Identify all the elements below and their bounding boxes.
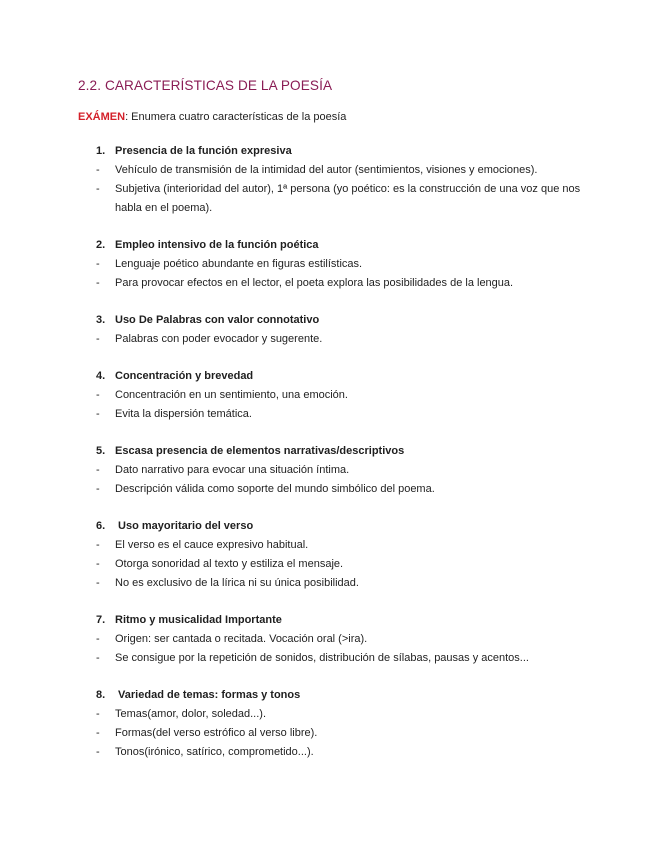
bullet-item bbox=[96, 161, 596, 180]
characteristics-list bbox=[96, 142, 596, 780]
bullet-item bbox=[96, 386, 596, 405]
bullet-item bbox=[96, 536, 596, 555]
characteristic-title bbox=[96, 367, 596, 386]
bullet-text: Evita la dispersión temática. bbox=[115, 408, 252, 420]
characteristic-title-text: Variedad de temas: formas y tonos bbox=[115, 689, 301, 701]
bullet-text: Vehículo de transmisión de la intimidad del autor (sentimientos, visiones y emociones). bbox=[115, 164, 538, 176]
characteristic-number: 3. bbox=[96, 314, 106, 326]
bullet-text: Descripción válida como soporte del mundo simbólico del poema. bbox=[115, 483, 435, 495]
characteristic-title bbox=[96, 311, 596, 330]
exam-note: EXÁMEN: Enumera cuatro características de la poesía bbox=[78, 111, 347, 123]
characteristic-title bbox=[96, 611, 596, 630]
characteristic-section bbox=[96, 517, 596, 593]
bullet-dash: - bbox=[96, 183, 100, 195]
bullet-list bbox=[96, 386, 596, 424]
bullet-dash: - bbox=[96, 389, 100, 401]
section-heading: 2.2. CARACTERÍSTICAS DE LA POESÍA bbox=[78, 78, 333, 93]
characteristic-title-text: Escasa presencia de elementos narrativas/descriptivos bbox=[115, 445, 405, 457]
bullet-text: Subjetiva (interioridad del autor), 1ª persona (yo poético: es la construcción de una voz que nos habla en el poema). bbox=[115, 183, 581, 214]
bullet-text: Concentración en un sentimiento, una emoción. bbox=[115, 389, 348, 401]
characteristic-title bbox=[96, 442, 596, 461]
bullet-dash: - bbox=[96, 464, 100, 476]
bullet-text: Para provocar efectos en el lector, el poeta explora las posibilidades de la lengua. bbox=[115, 277, 514, 289]
characteristic-title-text: Concentración y brevedad bbox=[115, 370, 254, 382]
bullet-item bbox=[96, 480, 596, 499]
bullet-dash: - bbox=[96, 577, 100, 589]
characteristic-section bbox=[96, 611, 596, 668]
characteristic-title bbox=[96, 142, 596, 161]
bullet-text: Tonos(irónico, satírico, comprometido...). bbox=[115, 746, 314, 758]
characteristic-number: 4. bbox=[96, 370, 106, 382]
bullet-item bbox=[96, 630, 596, 649]
characteristic-section bbox=[96, 142, 596, 218]
characteristic-section bbox=[96, 686, 596, 762]
bullet-list bbox=[96, 536, 596, 593]
bullet-dash: - bbox=[96, 408, 100, 420]
bullet-text: Origen: ser cantada o recitada. Vocación oral (>ira). bbox=[115, 633, 368, 645]
bullet-dash: - bbox=[96, 539, 100, 551]
bullet-item bbox=[96, 461, 596, 480]
bullet-text: Se consigue por la repetición de sonidos, distribución de sílabas, pausas y acentos... bbox=[115, 652, 529, 664]
bullet-dash: - bbox=[96, 746, 100, 758]
bullet-dash: - bbox=[96, 558, 100, 570]
characteristic-number: 7. bbox=[96, 614, 106, 626]
characteristic-title bbox=[96, 686, 596, 705]
bullet-item bbox=[96, 743, 596, 762]
bullet-text: Temas(amor, dolor, soledad...). bbox=[115, 708, 267, 720]
bullet-item bbox=[96, 405, 596, 424]
bullet-list bbox=[96, 705, 596, 762]
bullet-dash: - bbox=[96, 652, 100, 664]
characteristic-number: 1. bbox=[96, 145, 106, 157]
bullet-item bbox=[96, 255, 596, 274]
bullet-text: Dato narrativo para evocar una situación íntima. bbox=[115, 464, 350, 476]
characteristic-section bbox=[96, 311, 596, 349]
bullet-text: No es exclusivo de la lírica ni su única posibilidad. bbox=[115, 577, 359, 589]
bullet-dash: - bbox=[96, 708, 100, 720]
characteristic-title-text: Ritmo y musicalidad Importante bbox=[115, 614, 282, 626]
bullet-text: Otorga sonoridad al texto y estiliza el mensaje. bbox=[115, 558, 344, 570]
bullet-list bbox=[96, 630, 596, 668]
bullet-list bbox=[96, 461, 596, 499]
characteristic-number: 6. bbox=[96, 520, 106, 532]
bullet-text: Palabras con poder evocador y sugerente. bbox=[115, 333, 323, 345]
characteristic-number: 8. bbox=[96, 689, 106, 701]
bullet-item bbox=[96, 330, 596, 349]
characteristic-section bbox=[96, 442, 596, 499]
bullet-dash: - bbox=[96, 164, 100, 176]
bullet-item bbox=[96, 555, 596, 574]
characteristic-title-text: Empleo intensivo de la función poética bbox=[115, 239, 319, 251]
bullet-item bbox=[96, 705, 596, 724]
bullet-text: El verso es el cauce expresivo habitual. bbox=[115, 539, 309, 551]
bullet-item bbox=[96, 574, 596, 593]
bullet-item bbox=[96, 649, 596, 668]
characteristic-title-text: Uso De Palabras con valor connotativo bbox=[115, 314, 320, 326]
bullet-list bbox=[96, 255, 596, 293]
characteristic-number: 5. bbox=[96, 445, 106, 457]
bullet-list bbox=[96, 330, 596, 349]
characteristic-section bbox=[96, 367, 596, 424]
bullet-dash: - bbox=[96, 333, 100, 345]
bullet-text: Lenguaje poético abundante en figuras estilísticas. bbox=[115, 258, 363, 270]
bullet-dash: - bbox=[96, 258, 100, 270]
characteristic-title bbox=[96, 517, 596, 536]
exam-question: Enumera cuatro características de la poesía bbox=[128, 111, 347, 123]
characteristic-title-text: Uso mayoritario del verso bbox=[115, 520, 254, 532]
bullet-text: Formas(del verso estrófico al verso libre). bbox=[115, 727, 318, 739]
bullet-item bbox=[96, 180, 596, 218]
bullet-dash: - bbox=[96, 727, 100, 739]
bullet-item bbox=[96, 724, 596, 743]
characteristic-number: 2. bbox=[96, 239, 106, 251]
bullet-dash: - bbox=[96, 483, 100, 495]
bullet-list bbox=[96, 161, 596, 218]
characteristic-section bbox=[96, 236, 596, 293]
characteristic-title-text: Presencia de la función expresiva bbox=[115, 145, 292, 157]
bullet-dash: - bbox=[96, 633, 100, 645]
bullet-item bbox=[96, 274, 596, 293]
exam-label: EXÁMEN bbox=[78, 111, 126, 123]
bullet-dash: - bbox=[96, 277, 100, 289]
characteristic-title bbox=[96, 236, 596, 255]
